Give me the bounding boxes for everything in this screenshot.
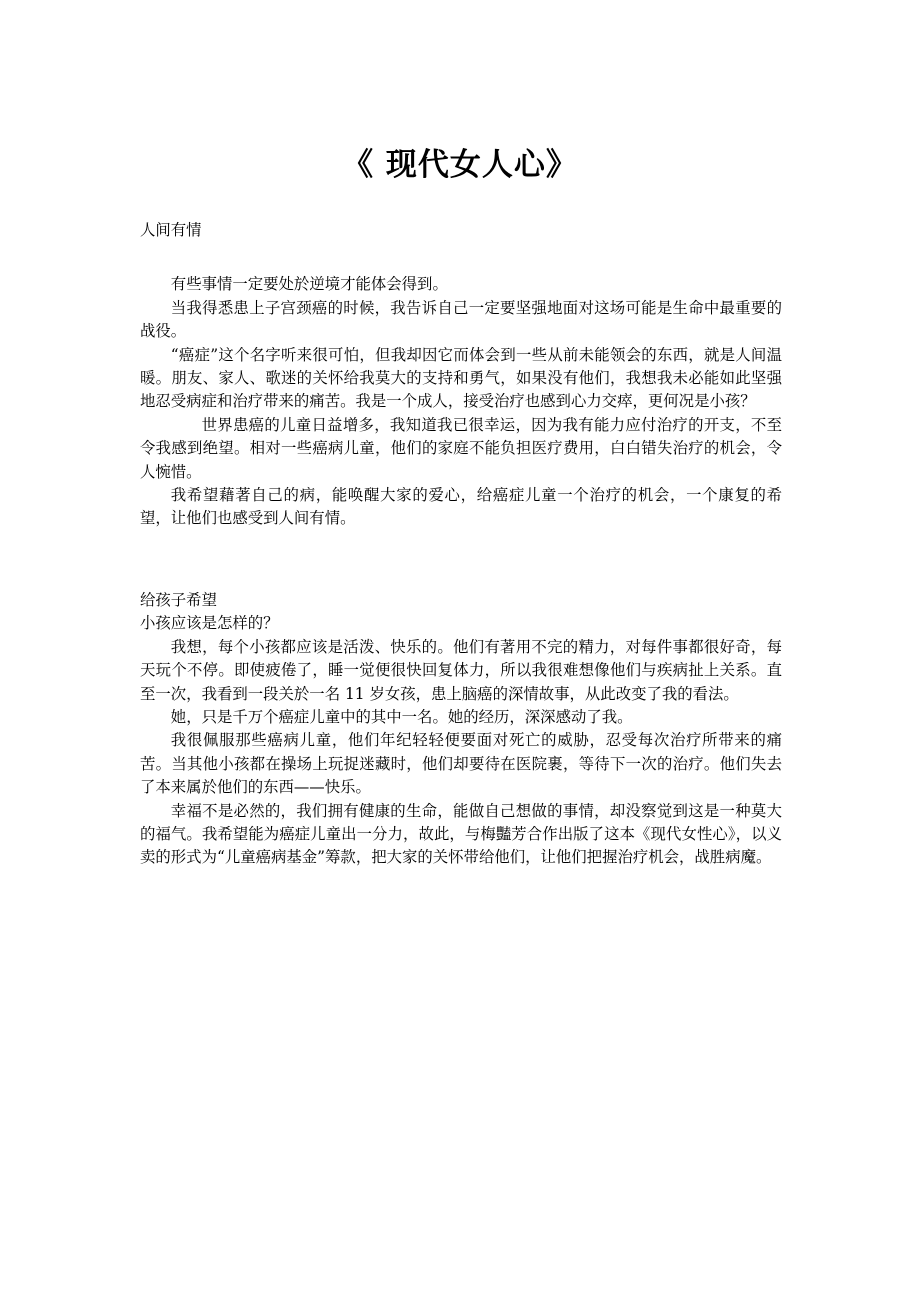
section-heading-2: 给孩子希望 <box>140 590 217 609</box>
paragraph: 我想，每个小孩都应该是活泼、快乐的。他们有著用不完的精力，对每件事都很好奇，每天玩个不停。即使疲倦了，睡一觉便很快回复体力，所以我很难想像他们与疾病扯上关系。直至一次，我看到一段关於一名 11 岁女孩，患上脑癌的深情故事，从此改变了我的看法。 <box>140 637 782 703</box>
paragraph: 幸福不是必然的，我们拥有健康的生命，能做自己想做的事情，却没察觉到这是一种莫大的福气。我希望能为癌症儿童出一分力，故此，与梅豔芳合作出版了这本《现代女性心》，以义卖的形式为“儿童癌病基金”筹款，把大家的关怀带给他们，让他们把握治疗机会，战胜病魔。 <box>140 801 782 867</box>
document-title: 《 现代女人心》 <box>342 147 578 183</box>
paragraph: 当我得悉患上子宫颈癌的时候，我告诉自己一定要坚强地面对这场可能是生命中最重要的战役。 <box>140 298 782 341</box>
paragraph: 我希望藉著自己的病，能唤醒大家的爱心，给癌症儿童一个治疗的机会，一个康复的希望，让他们也感受到人间有情。 <box>140 486 782 528</box>
paragraph: 有些事情一定要处於逆境才能体会得到。 <box>170 275 448 294</box>
spacer <box>140 242 782 273</box>
section-heading-1: 人间有情 <box>140 221 202 239</box>
section-subheading: 小孩应该是怎样的？ <box>140 614 279 633</box>
document-body <box>140 219 782 870</box>
paragraph: 她，只是千万个癌症儿童中的其中一名。她的经历，深深感动了我。 <box>170 707 633 726</box>
spacer <box>140 531 782 589</box>
paragraph: 世界患癌的儿童日益增多，我知道我已很幸运，因为我有能力应付治疗的开支，不至令我感到绝望。相对一些癌病儿童，他们的家庭不能负担医疗费用，白白错失治疗的机会，令人惋惜。 <box>140 415 782 481</box>
paragraph: “癌症”这个名字听来很可怕，但我却因它而体会到一些从前未能领会的东西，就是人间温暖。朋友、家人、歌迷的关怀给我莫大的支持和勇气，如果没有他们，我想我未必能如此坚强地忍受病症和治疗带来的痛苦。我是一个成人，接受治疗也感到心力交瘁，更何况是小孩？ <box>140 345 782 411</box>
paragraph: 我很佩服那些癌病儿童，他们年纪轻轻便要面对死亡的威胁，忍受每次治疗所带来的痛苦。当其他小孩都在操场上玩捉迷藏时，他们却要待在医院裹，等待下一次的治疗。他们失去了本来属於他们的东西——快乐。 <box>140 731 782 797</box>
